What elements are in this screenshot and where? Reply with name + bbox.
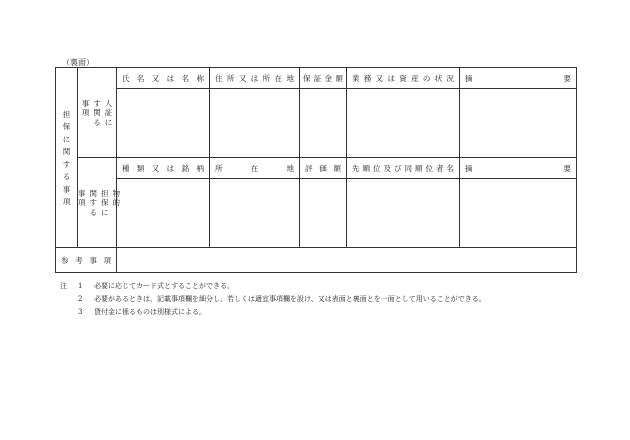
vertical-text-column: 事 項	[81, 98, 90, 118]
notes-heading	[60, 293, 78, 306]
note-number: 1	[78, 282, 83, 290]
guarantee-remarks-cell[interactable]	[460, 89, 577, 158]
collateral-header-location	[210, 158, 300, 179]
collateral-type-cell[interactable]	[117, 179, 210, 248]
guarantee-amount-cell[interactable]	[300, 89, 347, 158]
vertical-text-column: 人 証 に	[104, 98, 113, 127]
reference-label-cell	[56, 248, 117, 273]
collateral-location-cell[interactable]	[210, 179, 300, 248]
vertical-text-column: 関 す る	[89, 188, 97, 217]
guarantee-header-amount	[300, 68, 347, 89]
guarantee-header-row	[56, 68, 577, 89]
guarantee-header-name	[117, 68, 210, 89]
collateral-entry-row	[56, 179, 577, 248]
header-label: 種 類 又 は 銘 柄	[122, 163, 204, 173]
collateral-value-cell[interactable]	[300, 179, 347, 248]
guarantee-header-address	[210, 68, 300, 89]
note-text: 貸付金に係るものは別様式による。	[94, 308, 206, 316]
header-label: 摘 要	[465, 163, 571, 173]
notes-heading: 注	[60, 282, 67, 290]
header-label: 氏 名 又 は 名 称	[122, 73, 204, 83]
guarantee-header-remarks	[460, 68, 577, 89]
guarantee-entry-row	[56, 89, 577, 158]
vertical-text-column: 担 保 に	[101, 188, 109, 217]
note-text: 必要があるときは、記載事項欄を細分し、若しくは適宜事項欄を設け、又は表面と裏面とを一面として用いることができる。	[94, 295, 486, 303]
header-label: 所 在 地	[215, 163, 294, 173]
header-label: 保 証 金 額	[303, 73, 343, 83]
collateral-header-value	[300, 158, 347, 179]
collateral-header-remarks	[460, 158, 577, 179]
note-item	[60, 280, 486, 293]
page-side-label: （裏面）	[62, 58, 94, 67]
collateral-section-text	[78, 190, 120, 217]
header-label: 摘 要	[465, 73, 571, 83]
guarantee-section-text	[82, 100, 113, 127]
reference-row	[56, 248, 577, 273]
guarantee-address-cell[interactable]	[210, 89, 300, 158]
guarantee-section-label	[78, 68, 117, 158]
guarantee-name-cell[interactable]	[117, 89, 210, 158]
vertical-text-column: 事 項	[78, 188, 86, 208]
guarantee-header-status	[347, 68, 460, 89]
guarantee-status-cell[interactable]	[347, 89, 460, 158]
header-label: 住 所 又 は 所 在 地	[215, 73, 294, 83]
collateral-priority-cell[interactable]	[347, 179, 460, 248]
collateral-form-table	[55, 67, 577, 273]
note-number: 3	[78, 308, 83, 316]
reference-content-cell[interactable]	[117, 248, 577, 273]
collateral-header-priority	[347, 158, 460, 179]
header-label: 参 考 事 項	[61, 255, 111, 265]
header-label: 業 務 又 は 資 産 の 状 況	[352, 73, 454, 83]
note-text: 必要に応じてカード式とすることができる。	[94, 282, 234, 290]
collateral-remarks-cell[interactable]	[460, 179, 577, 248]
notes-block	[60, 280, 486, 319]
collateral-matters-label	[56, 68, 78, 248]
notes-heading	[60, 306, 78, 319]
collateral-matters-text: 担 保 に 関 す る 事 項	[62, 109, 71, 206]
note-item	[60, 293, 486, 306]
header-label: 先 順 位 及 び 同 順 位 者 名	[352, 163, 454, 173]
header-label: 評 価 額	[305, 163, 341, 173]
collateral-header-type	[117, 158, 210, 179]
note-item	[60, 306, 486, 319]
collateral-header-row	[56, 158, 577, 179]
vertical-text-column: す 関 る	[93, 98, 101, 127]
note-number: 2	[78, 295, 83, 303]
vertical-text-column: 物 的	[112, 188, 120, 208]
collateral-section-label	[78, 158, 120, 248]
